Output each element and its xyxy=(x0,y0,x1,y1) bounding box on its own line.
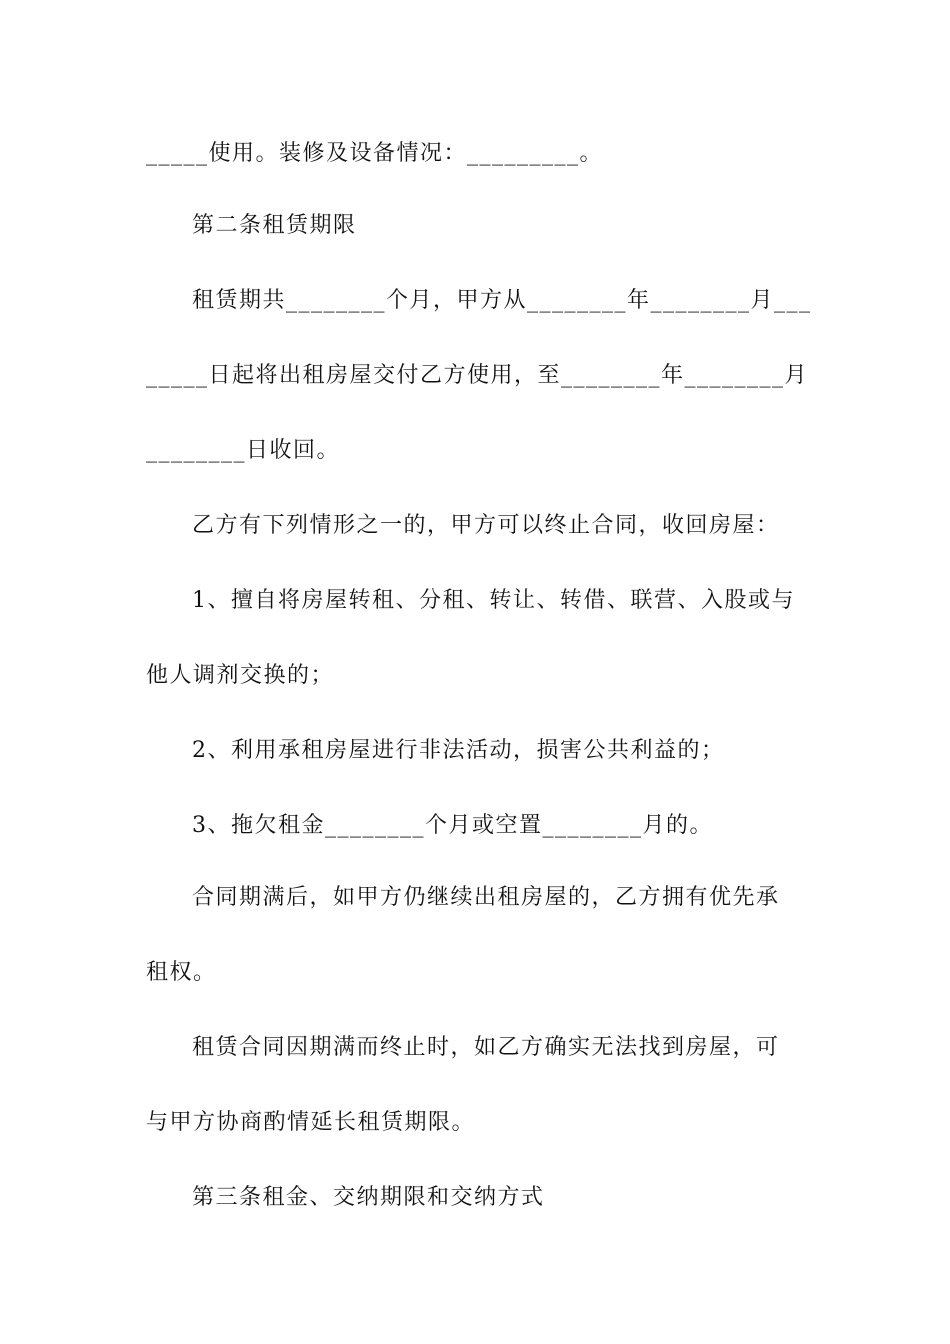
paragraph-line: _____日起将出租房屋交付乙方使用，至________年________月 xyxy=(146,363,809,388)
paragraph-line: 乙方有下列情形之一的，甲方可以终止合同，收回房屋： xyxy=(192,513,780,538)
paragraph-line: 合同期满后，如甲方仍继续出租房屋的，乙方拥有优先承 xyxy=(192,885,780,910)
paragraph-line: ________日收回。 xyxy=(146,438,341,463)
list-item-1-continued: 他人调剂交换的； xyxy=(146,663,335,688)
list-item-2: 2、利用承租房屋进行非法活动，损害公共利益的； xyxy=(192,738,725,763)
paragraph-line: 与甲方协商酌情延长租赁期限。 xyxy=(146,1110,476,1135)
paragraph-line: 租赁期共________个月，甲方从________年________月___ xyxy=(192,288,812,313)
list-item-1: 1、擅自将房屋转租、分租、转让、转借、联营、入股或与 xyxy=(192,588,795,613)
list-item-3: 3、拖欠租金________个月或空置________月的。 xyxy=(192,813,713,838)
paragraph-line: 租权。 xyxy=(146,960,217,985)
section-heading-rent: 第三条租金、交纳期限和交纳方式 xyxy=(192,1185,545,1210)
paragraph-line: 租赁合同因期满而终止时，如乙方确实无法找到房屋，可 xyxy=(192,1035,780,1060)
paragraph-line: _____使用。装修及设备情况：_________。 xyxy=(146,141,604,166)
section-heading-term: 第二条租赁期限 xyxy=(192,213,357,238)
